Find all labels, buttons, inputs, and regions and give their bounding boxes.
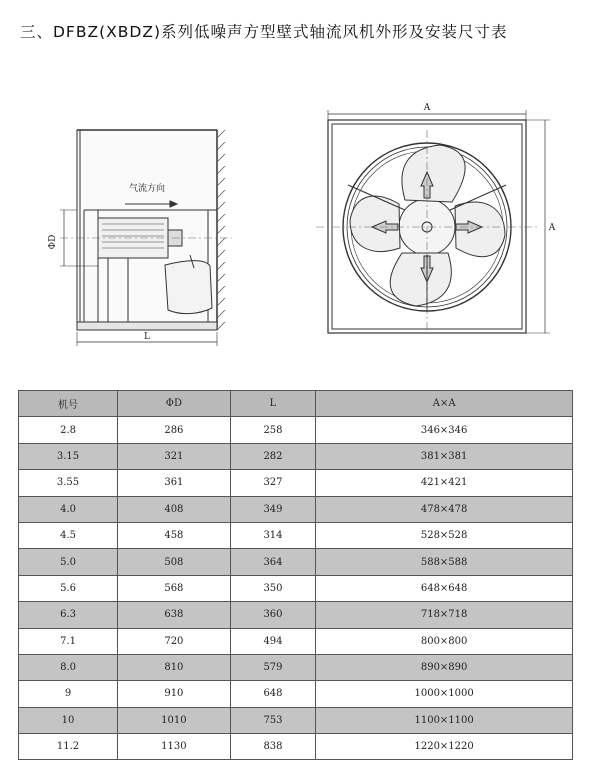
dimension-table [18, 390, 573, 760]
table-cell: 4.5 [19, 522, 118, 548]
header-machine-no: 机号 [19, 391, 118, 417]
table-cell: 810 [118, 654, 231, 680]
table-cell: 478×478 [316, 496, 573, 522]
table-cell: 9 [19, 681, 118, 707]
table-cell: 346×346 [316, 417, 573, 443]
table-row [19, 707, 573, 733]
table-cell: 528×528 [316, 522, 573, 548]
table-cell: 890×890 [316, 654, 573, 680]
table-cell: 7.1 [19, 628, 118, 654]
table-cell: 508 [118, 549, 231, 575]
table-cell: 1220×1220 [316, 734, 573, 760]
table-cell: 361 [118, 470, 231, 496]
table-row [19, 443, 573, 469]
table-row [19, 628, 573, 654]
table-cell: 314 [230, 522, 316, 548]
table-cell: 648×648 [316, 575, 573, 601]
drawings-area [0, 90, 591, 360]
table-cell: 1010 [118, 707, 231, 733]
dim-phi-d-label: ΦD [48, 234, 58, 250]
table-cell: 258 [230, 417, 316, 443]
table-cell: 3.55 [19, 470, 118, 496]
table-cell: 11.2 [19, 734, 118, 760]
table-cell: 5.0 [19, 549, 118, 575]
table-cell: 753 [230, 707, 316, 733]
table-cell: 349 [230, 496, 316, 522]
table-cell: 1100×1100 [316, 707, 573, 733]
dim-a-side-label: A [548, 223, 556, 233]
airflow-label: 气流方向 [128, 184, 166, 194]
table-cell: 800×800 [316, 628, 573, 654]
table-row [19, 470, 573, 496]
table-cell: 588×588 [316, 549, 573, 575]
table-cell: 1130 [118, 734, 231, 760]
table-cell: 286 [118, 417, 231, 443]
dim-l-label: L [144, 332, 150, 342]
table-cell: 458 [118, 522, 231, 548]
table-cell: 494 [230, 628, 316, 654]
table-cell: 327 [230, 470, 316, 496]
table-cell: 321 [118, 443, 231, 469]
table-cell: 8.0 [19, 654, 118, 680]
side-view-drawing [60, 130, 232, 346]
table-row [19, 654, 573, 680]
table-row [19, 496, 573, 522]
table-row [19, 602, 573, 628]
table-cell: 360 [230, 602, 316, 628]
table-cell: 282 [230, 443, 316, 469]
table-cell: 364 [230, 549, 316, 575]
table-cell: 648 [230, 681, 316, 707]
table-row [19, 681, 573, 707]
table-row [19, 734, 573, 760]
table-cell: 638 [118, 602, 231, 628]
table-cell: 381×381 [316, 443, 573, 469]
table-cell: 910 [118, 681, 231, 707]
table-cell: 720 [118, 628, 231, 654]
table-header-row [19, 391, 573, 417]
table-row [19, 549, 573, 575]
table-row [19, 575, 573, 601]
table-row [19, 522, 573, 548]
table-cell: 3.15 [19, 443, 118, 469]
page-title: 三、DFBZ(XBDZ)系列低噪声方型壁式轴流风机外形及安装尺寸表 [20, 23, 508, 41]
front-view-drawing [316, 110, 550, 333]
header-phi-d: ΦD [118, 391, 231, 417]
table-row [19, 417, 573, 443]
table-cell: 838 [230, 734, 316, 760]
table-cell: 2.8 [19, 417, 118, 443]
header-l: L [230, 391, 316, 417]
table-cell: 6.3 [19, 602, 118, 628]
table-cell: 568 [118, 575, 231, 601]
table-cell: 421×421 [316, 470, 573, 496]
header-a-x-a: A×A [316, 391, 573, 417]
table-cell: 10 [19, 707, 118, 733]
table-cell: 1000×1000 [316, 681, 573, 707]
table-cell: 5.6 [19, 575, 118, 601]
dim-a-top-label: A [423, 103, 431, 113]
table-cell: 408 [118, 496, 231, 522]
table-cell: 718×718 [316, 602, 573, 628]
table-cell: 579 [230, 654, 316, 680]
table-cell: 350 [230, 575, 316, 601]
table-body [19, 417, 573, 760]
table-cell: 4.0 [19, 496, 118, 522]
fan-drawings-svg [0, 90, 591, 360]
